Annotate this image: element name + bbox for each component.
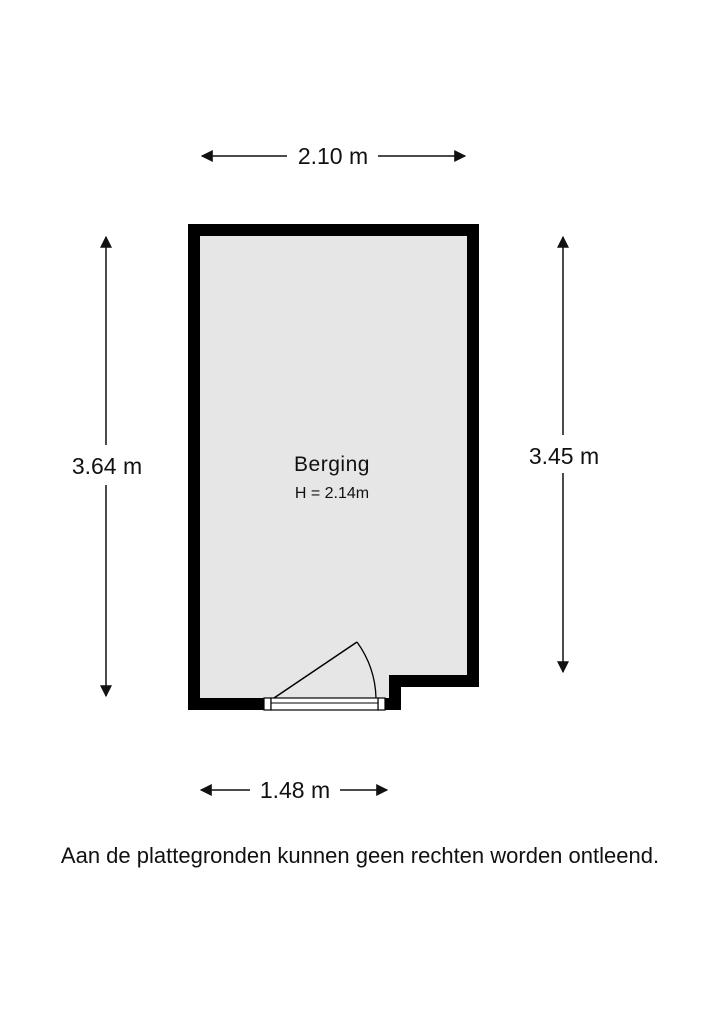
room-height: H = 2.14m <box>294 485 370 502</box>
wall-right <box>467 224 479 687</box>
dimension-top <box>202 143 465 169</box>
dimension-right <box>529 237 599 672</box>
dimension-left-label: 3.64 m <box>71 453 143 479</box>
dimension-top-label: 2.10 m <box>297 143 369 169</box>
wall-bottom-left <box>188 698 264 710</box>
wall-top <box>188 224 479 236</box>
disclaimer-text: Aan de plattegronden kunnen geen rechten worden ontleend. <box>60 843 660 868</box>
dimension-left <box>72 237 142 696</box>
dimension-bottom-label: 1.48 m <box>259 777 331 803</box>
wall-step-horizontal <box>389 675 479 687</box>
room-name: Berging <box>294 453 370 476</box>
door-threshold <box>271 698 378 710</box>
door-jamb-left <box>264 698 271 710</box>
dimension-right-label: 3.45 m <box>528 443 600 469</box>
wall-left <box>188 224 200 710</box>
door-jamb-right <box>378 698 385 710</box>
wall-bottom-right <box>385 698 401 710</box>
dimension-bottom <box>201 777 387 803</box>
